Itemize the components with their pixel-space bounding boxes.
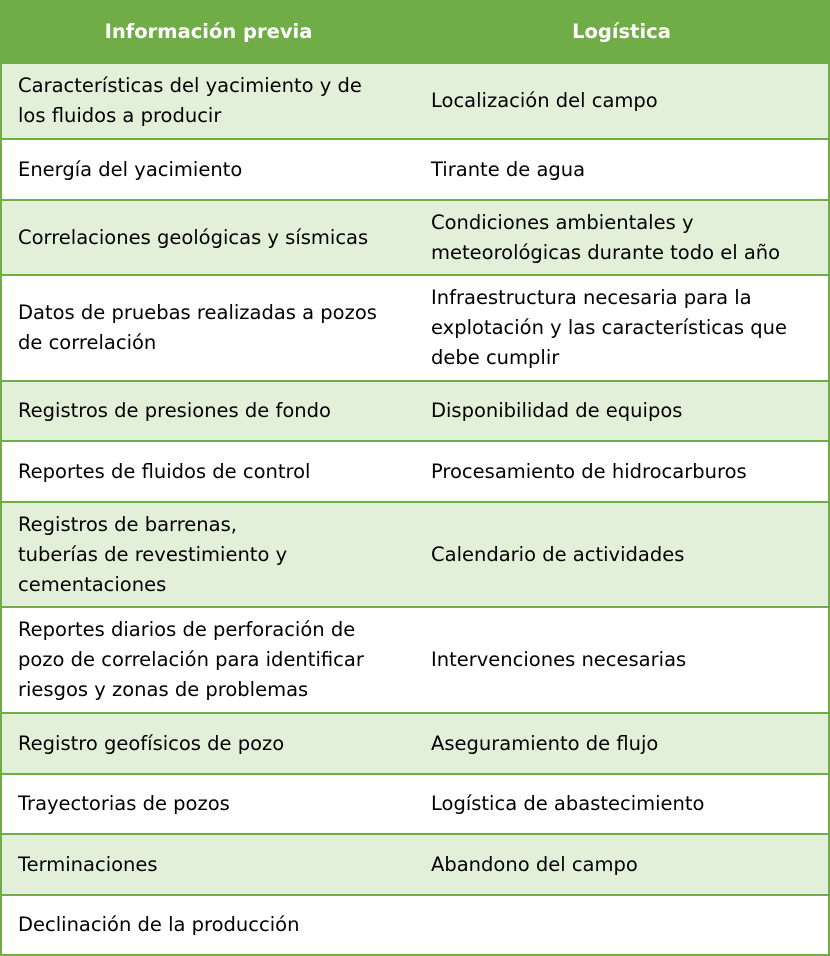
table-cell: Terminaciones xyxy=(18,852,158,876)
table-cell: Procesamiento de hidrocarburos xyxy=(431,459,747,483)
table-row xyxy=(2,503,828,608)
table-cell: Reportes diarios de perforación de pozo de correlación para identificar riesgos y zonas de problemas xyxy=(18,618,364,701)
table-row xyxy=(2,442,828,503)
table-cell: Infraestructura necesaria para la explotación y las características que debe cumplir xyxy=(431,286,788,369)
table-cell: Condiciones ambientales y meteorológicas durante todo el año xyxy=(431,210,781,264)
table-row xyxy=(2,714,828,775)
table-row xyxy=(2,140,828,201)
table-cell: Calendario de actividades xyxy=(431,542,685,566)
table-cell: Tirante de agua xyxy=(431,157,586,181)
table-cell: Abandono del campo xyxy=(431,852,638,876)
table-row xyxy=(2,608,828,714)
table-row xyxy=(2,276,828,382)
table-cell: Características del yacimiento y de los fluidos a producir xyxy=(18,74,362,127)
table-cell: Localización del campo xyxy=(431,89,658,112)
table-cell: Registros de barrenas, tuberías de revestimiento y cementaciones xyxy=(18,512,288,596)
table-cell: Reportes de fluidos de control xyxy=(18,459,311,483)
header-cell-logistica: Logística xyxy=(572,20,671,43)
table-cell: Disponibilidad de equipos xyxy=(431,399,683,422)
table-cell: Datos de pruebas realizadas a pozos de correlación xyxy=(18,301,377,354)
table-row xyxy=(2,896,828,954)
table-cell: Registros de presiones de fondo xyxy=(18,399,331,422)
table-row xyxy=(2,64,828,140)
table-row xyxy=(2,775,828,835)
table-row xyxy=(2,201,828,276)
table-header-row xyxy=(2,2,828,64)
table-cell: Registro geofísicos de pozo xyxy=(18,731,285,755)
table-cell: Declinación de la producción xyxy=(18,913,300,936)
table-row xyxy=(2,835,828,896)
table-row xyxy=(2,382,828,442)
header-cell-informacion-previa: Información previa xyxy=(104,20,313,43)
table-cell: Logística de abastecimiento xyxy=(431,792,705,815)
table-cell: Intervenciones necesarias xyxy=(431,648,687,671)
table-cell: Aseguramiento de flujo xyxy=(431,731,659,755)
table-cell: Trayectorias de pozos xyxy=(18,792,230,815)
table-cell xyxy=(415,896,828,954)
table-cell: Correlaciones geológicas y sísmicas xyxy=(18,225,369,249)
table-cell: Energía del yacimiento xyxy=(18,157,243,181)
